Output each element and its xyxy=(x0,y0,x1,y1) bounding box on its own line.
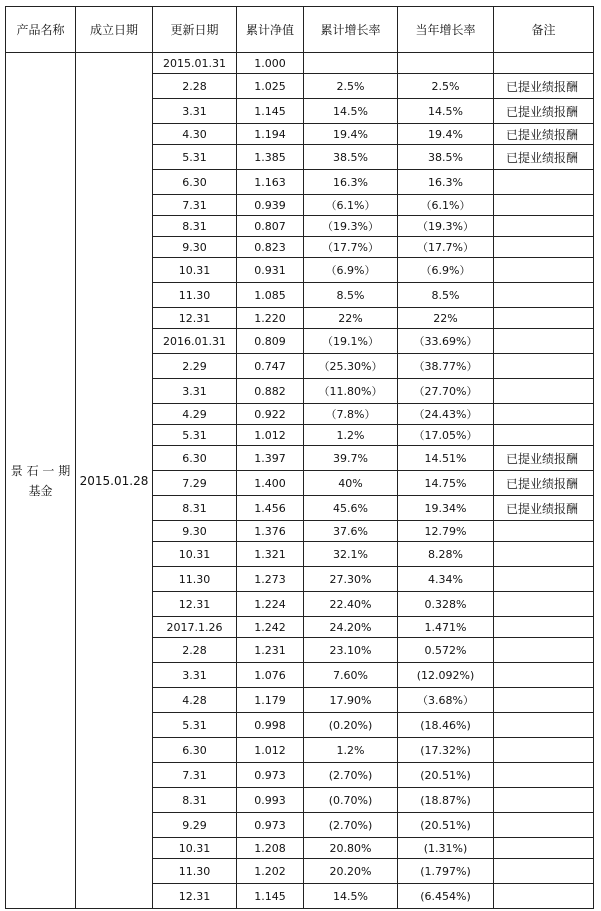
update-date-cell: 2.29 xyxy=(153,354,237,379)
remark-cell xyxy=(494,404,594,425)
cumulative-growth-cell: 14.5% xyxy=(304,99,398,124)
cumulative-growth-cell: 16.3% xyxy=(304,170,398,195)
update-date-cell: 6.30 xyxy=(153,738,237,763)
annual-growth-cell: 16.3% xyxy=(398,170,494,195)
cumulative-growth-cell: (2.70%) xyxy=(304,763,398,788)
nav-cell: 0.807 xyxy=(237,216,304,237)
cumulative-growth-cell: 45.6% xyxy=(304,496,398,521)
annual-growth-cell: （6.1%） xyxy=(398,195,494,216)
cumulative-growth-cell: 27.30% xyxy=(304,567,398,592)
cumulative-growth-cell: 22.40% xyxy=(304,592,398,617)
update-date-cell: 11.30 xyxy=(153,283,237,308)
annual-growth-cell: 14.51% xyxy=(398,446,494,471)
remark-cell xyxy=(494,617,594,638)
annual-growth-cell: 0.572% xyxy=(398,638,494,663)
cumulative-growth-cell: 1.2% xyxy=(304,425,398,446)
update-date-cell: 2015.01.31 xyxy=(153,53,237,74)
nav-cell: 1.385 xyxy=(237,145,304,170)
nav-table xyxy=(5,6,594,909)
annual-growth-cell: 0.328% xyxy=(398,592,494,617)
update-date-cell: 10.31 xyxy=(153,258,237,283)
nav-cell: 1.025 xyxy=(237,74,304,99)
remark-cell xyxy=(494,308,594,329)
cumulative-growth-cell: （11.80%） xyxy=(304,379,398,404)
remark-cell xyxy=(494,592,594,617)
cumulative-growth-cell: （6.9%） xyxy=(304,258,398,283)
remark-cell: 已提业绩报酬 xyxy=(494,446,594,471)
remark-cell xyxy=(494,763,594,788)
update-date-cell: 12.31 xyxy=(153,308,237,329)
nav-cell: 1.231 xyxy=(237,638,304,663)
cumulative-growth-cell: (0.20%) xyxy=(304,713,398,738)
annual-growth-cell: 8.5% xyxy=(398,283,494,308)
remark-cell: 已提业绩报酬 xyxy=(494,496,594,521)
nav-cell: 1.376 xyxy=(237,521,304,542)
nav-cell: 1.194 xyxy=(237,124,304,145)
cumulative-growth-cell: 20.80% xyxy=(304,838,398,859)
remark-cell: 已提业绩报酬 xyxy=(494,99,594,124)
header-remarks: 备注 xyxy=(494,7,594,53)
cumulative-growth-cell: 24.20% xyxy=(304,617,398,638)
annual-growth-cell: 14.5% xyxy=(398,99,494,124)
annual-growth-cell: (20.51%) xyxy=(398,763,494,788)
nav-cell: 1.202 xyxy=(237,859,304,884)
remark-cell xyxy=(494,354,594,379)
cumulative-growth-cell: 38.5% xyxy=(304,145,398,170)
cumulative-growth-cell: 40% xyxy=(304,471,398,496)
nav-cell: 0.823 xyxy=(237,237,304,258)
remark-cell xyxy=(494,425,594,446)
nav-cell: 1.012 xyxy=(237,738,304,763)
nav-cell: 0.973 xyxy=(237,763,304,788)
cumulative-growth-cell: 20.20% xyxy=(304,859,398,884)
annual-growth-cell: (18.46%) xyxy=(398,713,494,738)
annual-growth-cell: 8.28% xyxy=(398,542,494,567)
annual-growth-cell: （17.7%） xyxy=(398,237,494,258)
cumulative-growth-cell xyxy=(304,53,398,74)
update-date-cell: 9.30 xyxy=(153,521,237,542)
remark-cell: 已提业绩报酬 xyxy=(494,145,594,170)
nav-cell: 1.208 xyxy=(237,838,304,859)
remark-cell xyxy=(494,170,594,195)
remark-cell xyxy=(494,567,594,592)
cumulative-growth-cell: （6.1%） xyxy=(304,195,398,216)
annual-growth-cell: （27.70%） xyxy=(398,379,494,404)
cumulative-growth-cell: 23.10% xyxy=(304,638,398,663)
annual-growth-cell: （6.9%） xyxy=(398,258,494,283)
update-date-cell: 12.31 xyxy=(153,592,237,617)
cumulative-growth-cell: 2.5% xyxy=(304,74,398,99)
annual-growth-cell: (20.51%) xyxy=(398,813,494,838)
annual-growth-cell: (18.87%) xyxy=(398,788,494,813)
table-body xyxy=(6,53,594,909)
nav-cell: 1.085 xyxy=(237,283,304,308)
cumulative-growth-cell: （19.3%） xyxy=(304,216,398,237)
annual-growth-cell: (12.092%) xyxy=(398,663,494,688)
cumulative-growth-cell: 14.5% xyxy=(304,884,398,909)
update-date-cell: 7.31 xyxy=(153,195,237,216)
header-established-date: 成立日期 xyxy=(76,7,153,53)
cumulative-growth-cell: 17.90% xyxy=(304,688,398,713)
table-row xyxy=(6,53,594,74)
nav-cell: 1.242 xyxy=(237,617,304,638)
nav-cell: 0.882 xyxy=(237,379,304,404)
update-date-cell: 2016.01.31 xyxy=(153,329,237,354)
update-date-cell: 10.31 xyxy=(153,542,237,567)
update-date-cell: 8.31 xyxy=(153,216,237,237)
update-date-cell: 5.31 xyxy=(153,425,237,446)
nav-cell: 0.993 xyxy=(237,788,304,813)
remark-cell xyxy=(494,713,594,738)
nav-cell: 1.397 xyxy=(237,446,304,471)
header-annual-growth: 当年增长率 xyxy=(398,7,494,53)
annual-growth-cell: 19.34% xyxy=(398,496,494,521)
cumulative-growth-cell: (2.70%) xyxy=(304,813,398,838)
cumulative-growth-cell: 39.7% xyxy=(304,446,398,471)
annual-growth-cell: 38.5% xyxy=(398,145,494,170)
nav-cell: 1.000 xyxy=(237,53,304,74)
remark-cell xyxy=(494,838,594,859)
remark-cell xyxy=(494,688,594,713)
annual-growth-cell: (1.31%) xyxy=(398,838,494,859)
update-date-cell: 9.30 xyxy=(153,237,237,258)
nav-cell: 1.145 xyxy=(237,884,304,909)
remark-cell xyxy=(494,379,594,404)
remark-cell xyxy=(494,195,594,216)
remark-cell xyxy=(494,237,594,258)
header-cumulative-nav: 累计净值 xyxy=(237,7,304,53)
update-date-cell: 2.28 xyxy=(153,74,237,99)
header-cumulative-growth: 累计增长率 xyxy=(304,7,398,53)
nav-cell: 1.400 xyxy=(237,471,304,496)
update-date-cell: 4.29 xyxy=(153,404,237,425)
cumulative-growth-cell: （17.7%） xyxy=(304,237,398,258)
nav-cell: 0.973 xyxy=(237,813,304,838)
update-date-cell: 3.31 xyxy=(153,379,237,404)
remark-cell xyxy=(494,258,594,283)
annual-growth-cell: （3.68%） xyxy=(398,688,494,713)
remark-cell: 已提业绩报酬 xyxy=(494,471,594,496)
cumulative-growth-cell: 32.1% xyxy=(304,542,398,567)
nav-cell: 1.163 xyxy=(237,170,304,195)
cumulative-growth-cell: （19.1%） xyxy=(304,329,398,354)
product-name-line: 景 石 一 期 xyxy=(10,463,71,478)
update-date-cell: 8.31 xyxy=(153,496,237,521)
update-date-cell: 11.30 xyxy=(153,567,237,592)
annual-growth-cell: 14.75% xyxy=(398,471,494,496)
nav-cell: 1.179 xyxy=(237,688,304,713)
remark-cell xyxy=(494,283,594,308)
annual-growth-cell: 22% xyxy=(398,308,494,329)
nav-cell: 1.321 xyxy=(237,542,304,567)
remark-cell xyxy=(494,329,594,354)
cumulative-growth-cell: （7.8%） xyxy=(304,404,398,425)
remark-cell xyxy=(494,542,594,567)
product-name-line: 基金 xyxy=(28,483,53,498)
update-date-cell: 11.30 xyxy=(153,859,237,884)
update-date-cell: 12.31 xyxy=(153,884,237,909)
update-date-cell: 3.31 xyxy=(153,99,237,124)
nav-cell: 1.220 xyxy=(237,308,304,329)
cumulative-growth-cell: 8.5% xyxy=(304,283,398,308)
update-date-cell: 6.30 xyxy=(153,446,237,471)
nav-cell: 1.224 xyxy=(237,592,304,617)
remark-cell xyxy=(494,788,594,813)
update-date-cell: 7.29 xyxy=(153,471,237,496)
nav-cell: 1.145 xyxy=(237,99,304,124)
update-date-cell: 4.30 xyxy=(153,124,237,145)
header-row xyxy=(6,7,594,53)
annual-growth-cell: (1.797%) xyxy=(398,859,494,884)
cumulative-growth-cell: 22% xyxy=(304,308,398,329)
remark-cell xyxy=(494,638,594,663)
update-date-cell: 6.30 xyxy=(153,170,237,195)
annual-growth-cell: (6.454%) xyxy=(398,884,494,909)
annual-growth-cell xyxy=(398,53,494,74)
remark-cell xyxy=(494,521,594,542)
annual-growth-cell: （17.05%） xyxy=(398,425,494,446)
cumulative-growth-cell: 1.2% xyxy=(304,738,398,763)
nav-cell: 0.939 xyxy=(237,195,304,216)
product-name-cell xyxy=(6,53,76,909)
annual-growth-cell: （19.3%） xyxy=(398,216,494,237)
remark-cell xyxy=(494,813,594,838)
update-date-cell: 5.31 xyxy=(153,713,237,738)
remark-cell xyxy=(494,884,594,909)
remark-cell xyxy=(494,859,594,884)
annual-growth-cell: 4.34% xyxy=(398,567,494,592)
nav-cell: 0.931 xyxy=(237,258,304,283)
nav-cell: 0.809 xyxy=(237,329,304,354)
annual-growth-cell: 2.5% xyxy=(398,74,494,99)
header-update-date: 更新日期 xyxy=(153,7,237,53)
update-date-cell: 8.31 xyxy=(153,788,237,813)
update-date-cell: 7.31 xyxy=(153,763,237,788)
nav-cell: 1.012 xyxy=(237,425,304,446)
annual-growth-cell: (17.32%) xyxy=(398,738,494,763)
remark-cell xyxy=(494,53,594,74)
nav-cell: 1.273 xyxy=(237,567,304,592)
annual-growth-cell: （33.69%） xyxy=(398,329,494,354)
nav-cell: 1.456 xyxy=(237,496,304,521)
nav-cell: 0.922 xyxy=(237,404,304,425)
annual-growth-cell: （38.77%） xyxy=(398,354,494,379)
cumulative-growth-cell: 19.4% xyxy=(304,124,398,145)
annual-growth-cell: 1.471% xyxy=(398,617,494,638)
established-date-cell: 2015.01.28 xyxy=(76,53,153,909)
cumulative-growth-cell: 37.6% xyxy=(304,521,398,542)
remark-cell xyxy=(494,663,594,688)
annual-growth-cell: 19.4% xyxy=(398,124,494,145)
update-date-cell: 2017.1.26 xyxy=(153,617,237,638)
remark-cell: 已提业绩报酬 xyxy=(494,124,594,145)
update-date-cell: 9.29 xyxy=(153,813,237,838)
cumulative-growth-cell: （25.30%） xyxy=(304,354,398,379)
nav-cell: 0.998 xyxy=(237,713,304,738)
update-date-cell: 4.28 xyxy=(153,688,237,713)
annual-growth-cell: 12.79% xyxy=(398,521,494,542)
nav-cell: 1.076 xyxy=(237,663,304,688)
update-date-cell: 5.31 xyxy=(153,145,237,170)
remark-cell xyxy=(494,738,594,763)
cumulative-growth-cell: (0.70%) xyxy=(304,788,398,813)
header-product-name: 产品名称 xyxy=(6,7,76,53)
remark-cell: 已提业绩报酬 xyxy=(494,74,594,99)
nav-cell: 0.747 xyxy=(237,354,304,379)
update-date-cell: 10.31 xyxy=(153,838,237,859)
annual-growth-cell: （24.43%） xyxy=(398,404,494,425)
remark-cell xyxy=(494,216,594,237)
update-date-cell: 2.28 xyxy=(153,638,237,663)
cumulative-growth-cell: 7.60% xyxy=(304,663,398,688)
update-date-cell: 3.31 xyxy=(153,663,237,688)
